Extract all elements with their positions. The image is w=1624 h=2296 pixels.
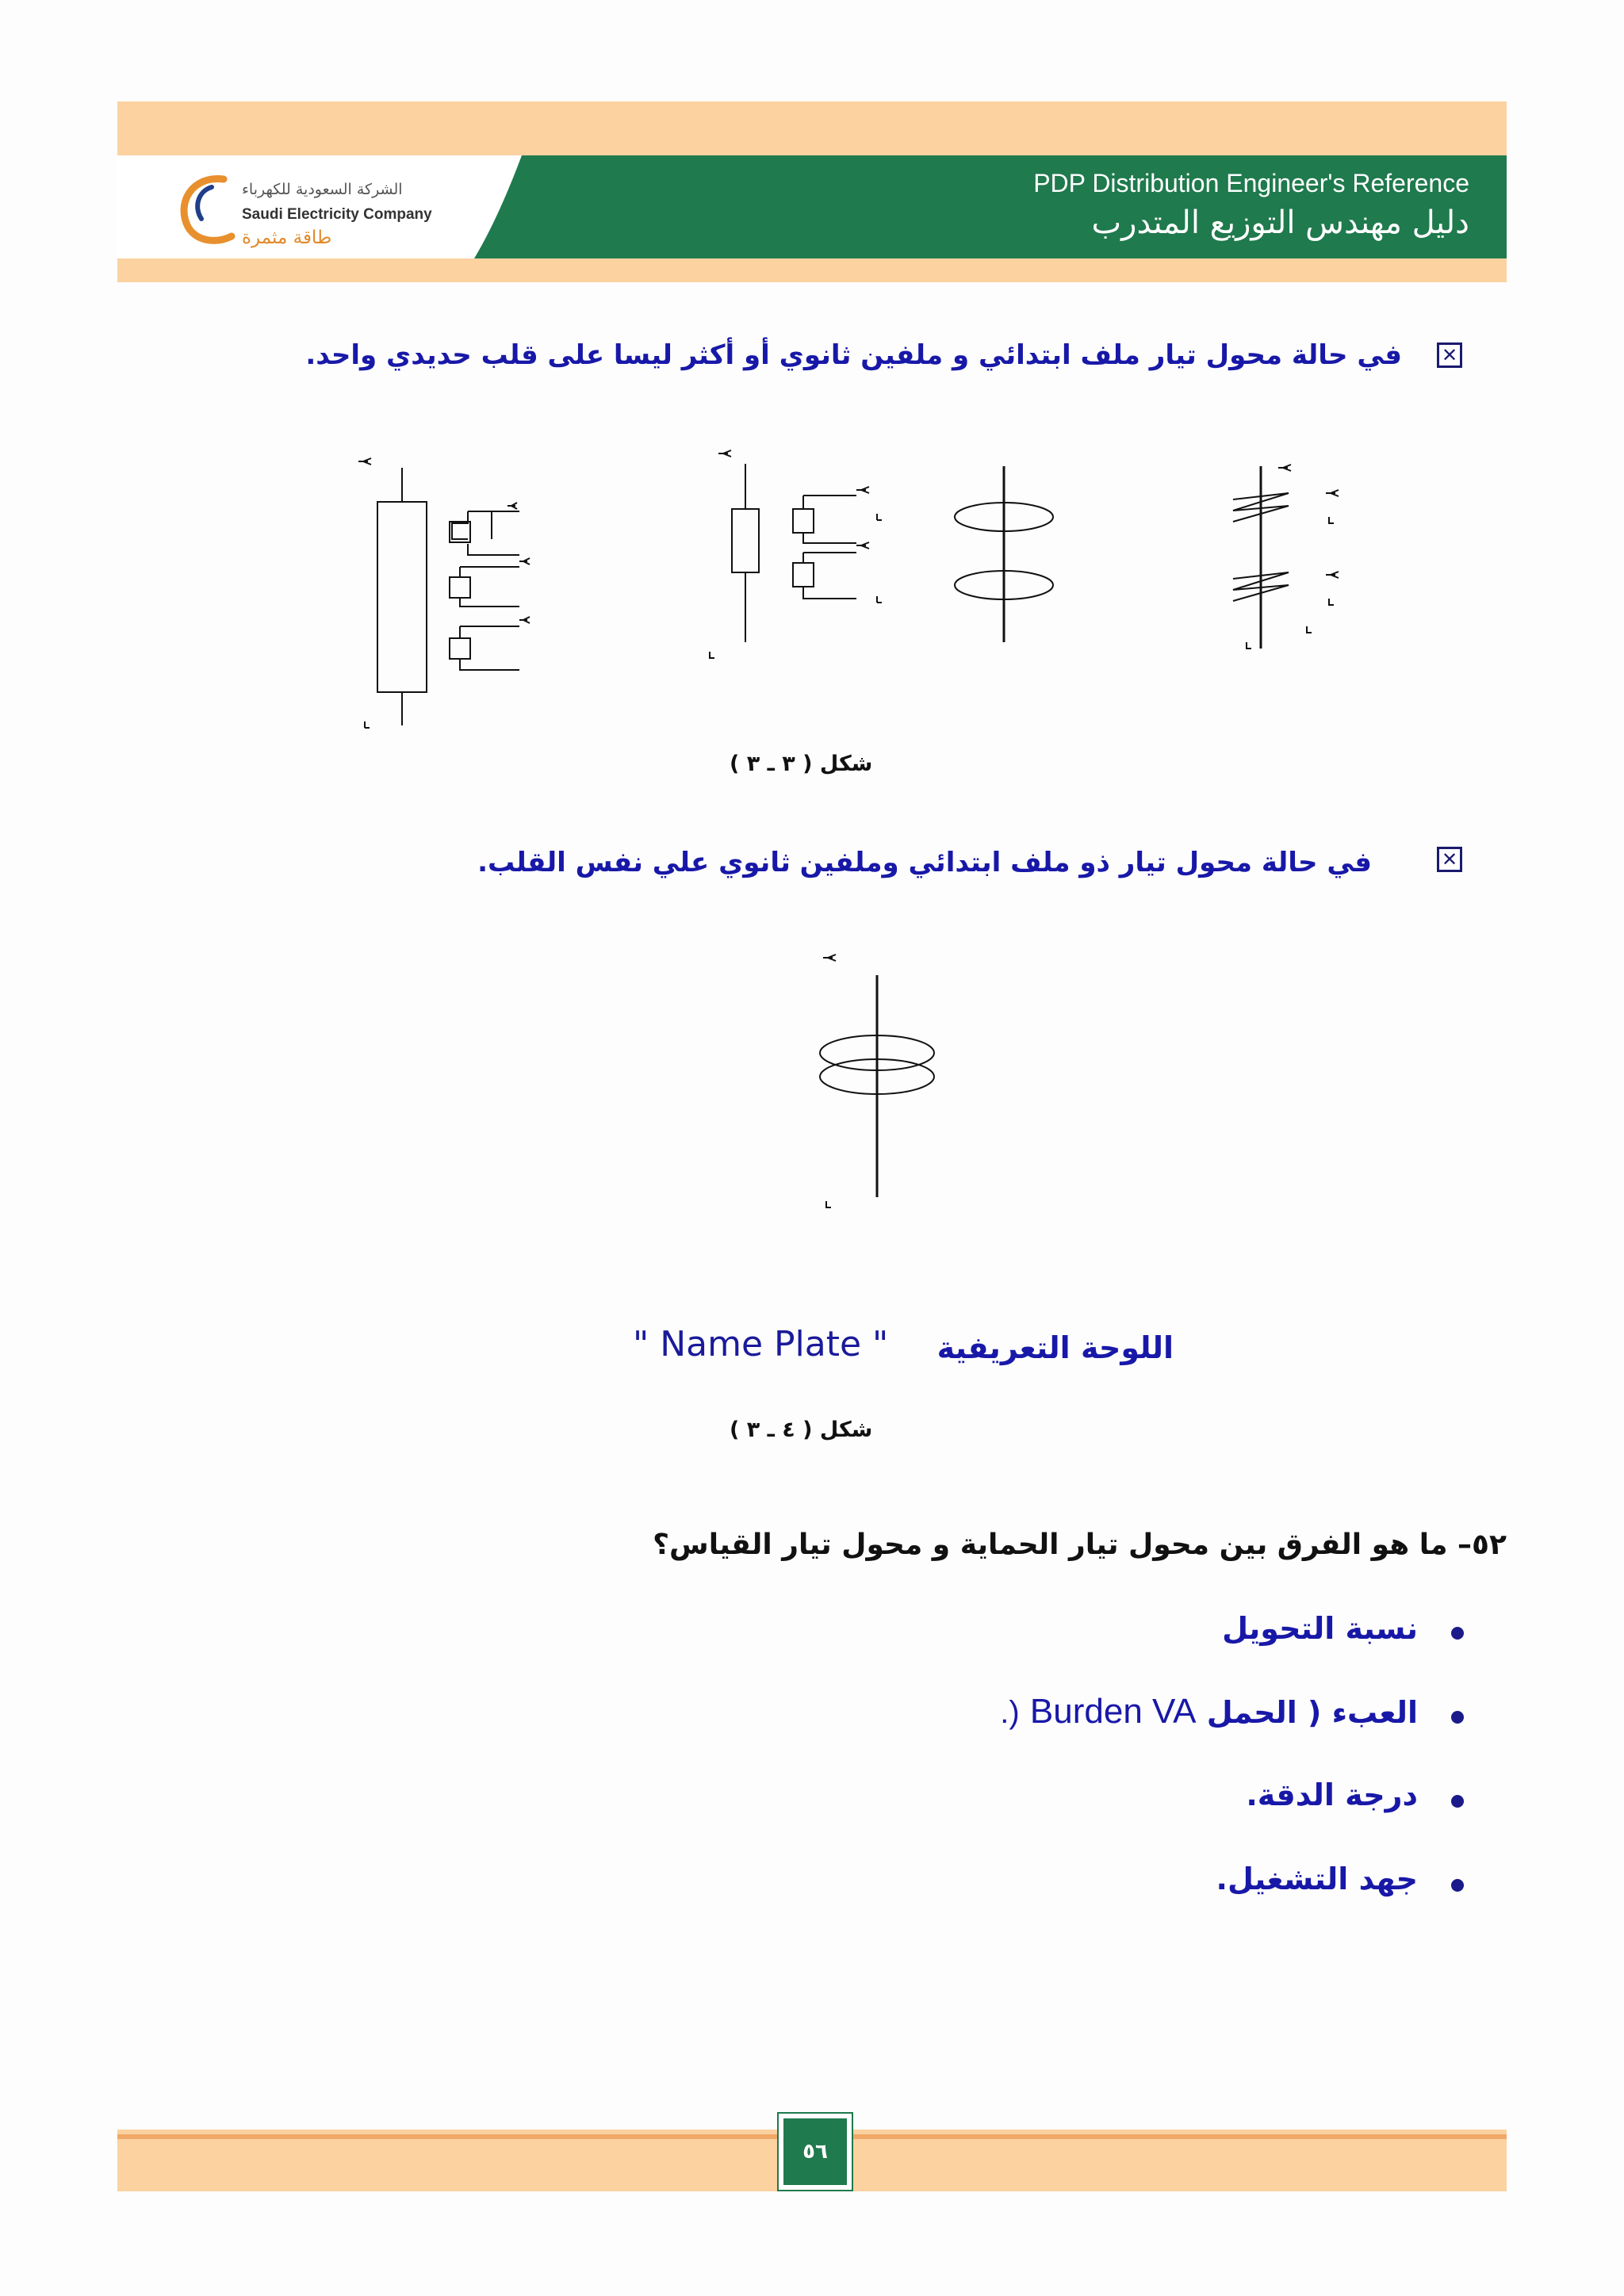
bullet-icon	[1451, 1711, 1464, 1724]
logo-company-en: Saudi Electricity Company	[242, 206, 432, 223]
bullet-en: Burden VA	[1029, 1692, 1197, 1731]
figure-3-4-diagram	[809, 943, 967, 1229]
header-title-ar: دليل مهندس التوزيع المتدرب	[1091, 205, 1469, 241]
question-line: ٥٢– ما هو الفرق بين محول تيار الحماية و محول تيار القياس؟	[653, 1529, 1507, 1561]
nameplate-en: " Name Plate "	[633, 1324, 889, 1364]
figure-caption-3-3: شكل ( ٣ ـ ٣ )	[730, 752, 873, 776]
bullet-ar: العبء ( الحمل	[1206, 1695, 1418, 1730]
question-number: ٥٢	[1472, 1529, 1507, 1561]
bullet-icon	[1451, 1795, 1464, 1808]
header-title-en: PDP Distribution Engineer's Reference	[1033, 169, 1469, 197]
nameplate-ar: اللوحة التعريفية	[936, 1330, 1174, 1365]
question-text: ما هو الفرق بين محول تيار الحماية و محول تيار القياس؟	[653, 1529, 1448, 1561]
bullet-icon	[1451, 1627, 1464, 1640]
checkbox-icon: ✕	[1437, 847, 1462, 872]
bullet-icon	[1451, 1879, 1464, 1892]
bullet-item: جهد التشغيل.	[1216, 1862, 1418, 1896]
section1-heading: في حالة محول تيار ملف ابتدائي و ملفين ثانوي أو أكثر ليسا على قلب حديدي واحد.	[305, 339, 1402, 371]
bullet-item: درجة الدقة.	[1246, 1777, 1418, 1812]
logo-company-ar: الشركة السعودية للكهرباء	[242, 181, 403, 198]
checkbox-icon: ✕	[1437, 342, 1462, 368]
page-number: ٥٦	[783, 2118, 847, 2185]
logo-tagline: طاقة مثمرة	[242, 228, 332, 248]
company-logo-icon	[168, 163, 247, 251]
section2-heading: في حالة محول تيار ذو ملف ابتدائي وملفين ثانوي علي نفس القلب.	[477, 847, 1372, 878]
figure-caption-3-4: شكل ( ٤ ـ ٣ )	[730, 1418, 873, 1442]
bullet-item-burden	[1000, 1692, 1418, 1732]
bullet-suffix: .)	[1000, 1695, 1020, 1730]
figure-3-3-diagram	[349, 444, 1380, 745]
bullet-item: نسبة التحويل	[1222, 1611, 1418, 1646]
